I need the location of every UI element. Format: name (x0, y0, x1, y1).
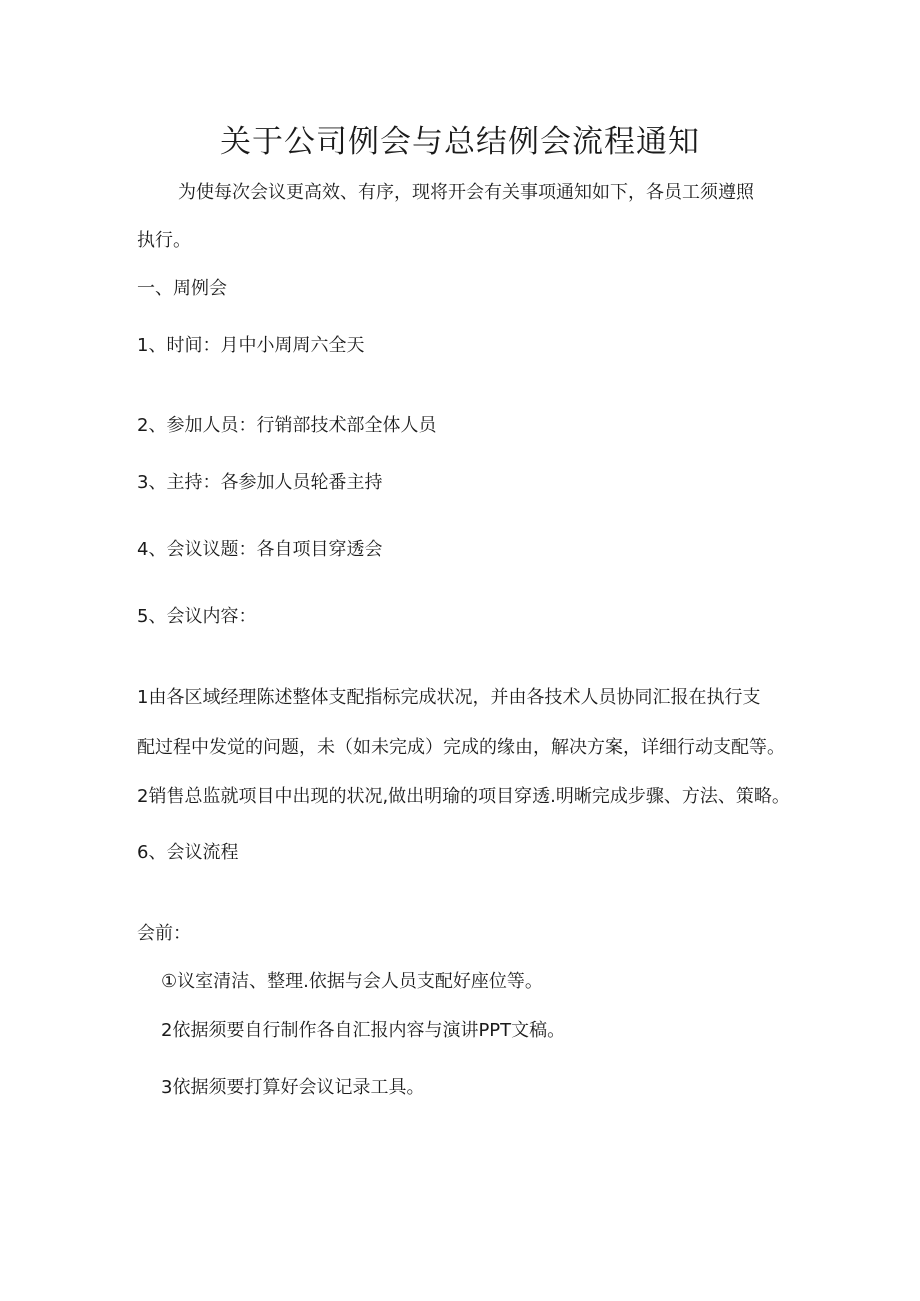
item-participants: 2、参加人员：行销部技术部全体人员 (137, 415, 437, 436)
item-process-heading: 6、会议流程 (137, 842, 239, 863)
content-point-2: 2销售总监就项目中出现的状况,做出明瑜的项目穿透.明晰完成步骤、方法、策略。 (137, 786, 790, 807)
intro-paragraph-line-2: 执行。 (137, 230, 191, 251)
item-topic: 4、会议议题：各自项目穿透会 (137, 539, 383, 560)
content-point-1-line-1: 1由各区域经理陈述整体支配指标完成状况，并由各技术人员协同汇报在执行支 (137, 687, 761, 708)
pre-meeting-heading: 会前： (137, 923, 191, 944)
intro-paragraph-line-1: 为使每次会议更高效、有序，现将开会有关事项通知如下，各员工须遵照 (178, 182, 754, 203)
document-title: 关于公司例会与总结例会流程通知 (220, 124, 700, 160)
pre-meeting-step-1: ①议室清洁、整理.依据与会人员支配好座位等。 (161, 971, 543, 992)
pre-meeting-step-3: 3依据须要打算好会议记录工具。 (161, 1077, 425, 1098)
pre-meeting-step-2: 2依据须要自行制作各自汇报内容与演讲PPT文稿。 (161, 1020, 566, 1041)
item-host: 3、主持：各参加人员轮番主持 (137, 472, 383, 493)
content-point-1-line-2: 配过程中发觉的问题，未（如未完成）完成的缘由，解决方案，详细行动支配等。 (137, 737, 785, 758)
section-heading-weekly-meeting: 一、周例会 (137, 278, 227, 299)
item-content-heading: 5、会议内容： (137, 606, 257, 627)
item-time: 1、时间：月中小周周六全天 (137, 335, 365, 356)
